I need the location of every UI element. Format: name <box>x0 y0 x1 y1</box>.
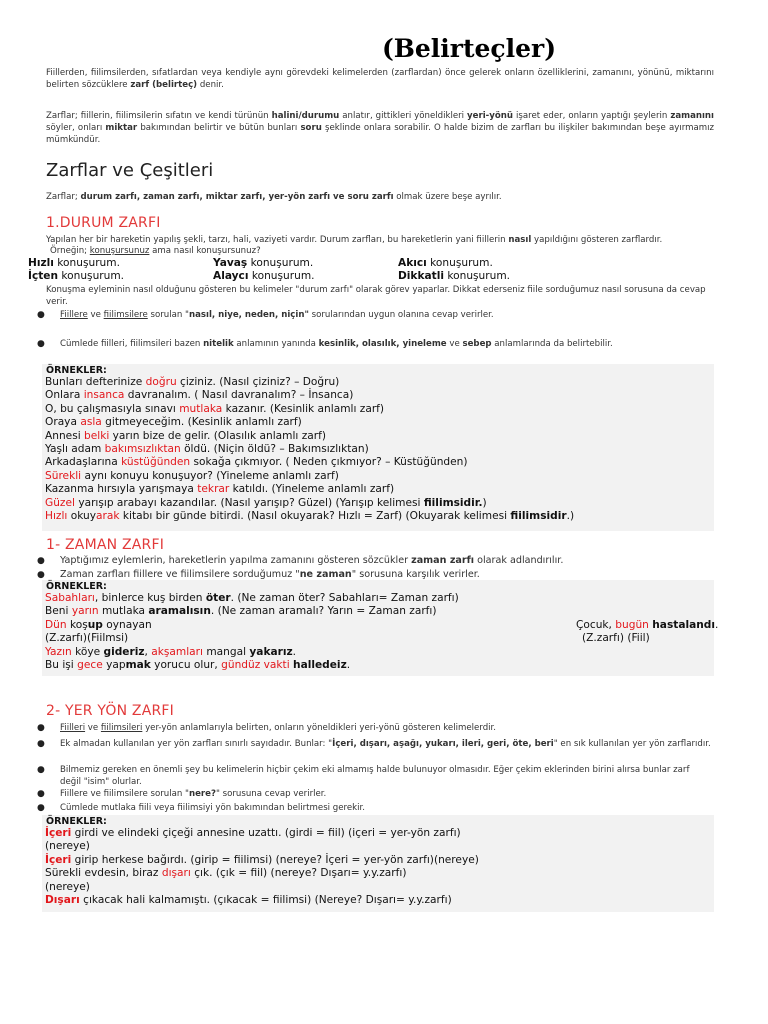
example-segment: İçeri <box>45 827 72 839</box>
example-segment: gece <box>77 659 103 672</box>
example-segment: Bu işi <box>45 659 78 672</box>
example-segment: yakarız <box>249 645 293 658</box>
zaman-bullet-2: ● Zaman zarfları fiillere ve fiilimsilere sorduğumuz "ne zaman" sorusuna karşılık verirler. <box>37 569 480 580</box>
example-segment: fiilimsidir <box>510 510 567 523</box>
example-segment: . (Ne zaman öter? Sabahları= Zaman zarfı) <box>230 592 459 604</box>
example-line <box>45 840 479 853</box>
example-line <box>45 470 574 483</box>
yer-heading: 2- YER YÖN ZARFI <box>46 703 174 719</box>
example-segment: tekrar <box>197 483 230 496</box>
example-line <box>45 659 459 672</box>
bullet-icon: ● <box>37 723 45 733</box>
section-intro: Zarflar; durum zarfı, zaman zarfı, miktar zarfı, yer-yön zarfı ve soru zarfı olmak üzere beşe ayrılır. <box>46 192 502 202</box>
yer-bullet-3: ● Bilmemiz gereken en önemli şey bu kelimelerin hiçbir çekim eki almamış halde bulunuyor olmasıdır. Eğer çekim eklerinden birini alırsa bunlar zarf değil "isim" olurlar. <box>37 765 690 787</box>
durum-grid-r1c2: Yavaş konuşurum. <box>213 257 314 269</box>
example-segment: mak <box>125 659 151 672</box>
example-segment: Hızlı <box>45 510 68 523</box>
example-segment: (nereye) <box>45 840 90 853</box>
zaman-bullet-1: ● Yaptığımız eylemlerin, hareketlerin yapılma zamanını gösteren sözcükler zaman zarfı olarak adlandırılır. <box>37 555 564 566</box>
example-segment: dışarı <box>161 867 191 880</box>
example-segment: yorucu olur, <box>150 659 222 672</box>
example-segment: küstüğünden <box>121 456 191 469</box>
example-segment: kazanır. (Kesinlik anlamlı zarf) <box>222 402 385 415</box>
example-segment: girdi ve elindeki çiçeği annesine uzattı. (girdi = fiil) (içeri = yer-yön zarfı) <box>71 827 461 839</box>
durum-grid-r1c1: Hızlı konuşurum. <box>28 257 120 269</box>
example-line <box>45 619 459 632</box>
yer-examples-list <box>45 827 479 907</box>
example-line <box>45 430 574 443</box>
example-segment: mangal <box>202 645 250 658</box>
example-line <box>45 894 479 907</box>
example-line <box>45 881 479 894</box>
example-line <box>45 456 574 469</box>
durum-heading: 1.DURUM ZARFI <box>46 215 161 231</box>
durum-examples-box <box>42 364 714 531</box>
example-segment: okuy <box>67 510 97 523</box>
yer-bullet-4: ● Fiillere ve fiilimsilere sorulan "nere?" sorusuna cevap verirler. <box>37 789 327 799</box>
example-segment: aynı konuyu konuşuyor? (Yineleme anlamlı zarf) <box>81 469 339 482</box>
example-segment: Sürekli <box>45 469 82 482</box>
example-segment: Bunları defterinize <box>45 376 146 388</box>
example-segment: Kazanma hırsıyla yarışmaya <box>45 483 198 496</box>
example-segment: akşamları <box>151 645 203 658</box>
example-segment: katıldı. (Yineleme anlamlı zarf) <box>229 483 395 496</box>
intro-paragraph-1: Fiillerden, fiilimsilerden, sıfatlardan veya kendiyle aynı görevdeki kelimelerden (zarflardan) önce gelerek onların özelliklerini, zamanını, yönünü, miktarını belirten sözcüklere zarf (belirteç) denir. <box>46 68 714 90</box>
example-segment: O, bu çalışmasıyla sınavı <box>45 402 180 415</box>
bullet-icon: ● <box>37 803 45 813</box>
example-segment: kitabı bir günde bitirdi. (Nasıl okuyarak? Hızlı = Zarf) (Okuyarak kelimesi <box>119 510 511 523</box>
example-segment: yarın <box>71 605 99 618</box>
durum-grid-r2c3: Dikkatli konuşurum. <box>398 270 511 282</box>
zaman-heading: 1- ZAMAN ZARFI <box>46 537 165 553</box>
example-segment: çık. (çık = fiil) (nereye? Dışarı= y.y.zarfı) <box>190 867 407 880</box>
example-line <box>45 497 574 510</box>
example-segment: mutlaka <box>98 605 149 618</box>
example-line <box>45 483 574 496</box>
example-segment: Annesi <box>45 429 85 442</box>
example-segment: . <box>346 659 351 672</box>
example-segment: çiziniz. (Nasıl çiziniz? – Doğru) <box>176 376 340 388</box>
example-segment: , <box>144 645 152 658</box>
example-segment: Yazın <box>45 645 72 658</box>
example-segment: Dün <box>45 618 67 631</box>
example-segment: up <box>87 618 103 631</box>
example-segment: insanca <box>83 389 125 402</box>
bullet-icon: ● <box>37 339 45 349</box>
zaman-examples-box <box>42 580 719 676</box>
example-segment: . <box>715 619 719 631</box>
example-line <box>45 443 574 456</box>
example-segment: yarın bize de gelir. (Olasılık anlamlı zarf) <box>109 429 327 442</box>
durum-examples-label: ÖRNEKLER: <box>46 365 107 376</box>
example-segment: . <box>292 645 297 658</box>
section-heading: Zarflar ve Çeşitleri <box>46 160 214 181</box>
example-segment: arak <box>96 510 120 523</box>
bullet-icon: ● <box>37 556 45 566</box>
example-segment: ) <box>482 496 487 509</box>
example-segment: belki <box>84 429 110 442</box>
durum-bullet-1: ● Fiillere ve fiilimsilere sorulan "nasıl, niye, neden, niçin" sorularından uygun olanına cevap verirler. <box>37 310 494 320</box>
yer-bullet-2: ● Ek almadan kullanılan yer yön zarfları sınırlı sayıdadır. Bunlar: "İçeri, dışarı, aşağı, yukarı, ileri, geri, öte, beri" en sık kullanılan yer yön zarflarıdır. <box>37 739 711 749</box>
example-segment: .) <box>566 510 575 523</box>
zaman-example-right-2: (Z.zarfı) (Fiil) <box>582 632 650 644</box>
zaman-example-right-1 <box>576 619 718 632</box>
example-segment: gideriz <box>103 645 145 658</box>
example-segment: Onlara <box>45 389 84 402</box>
example-segment: öldü. (Niçin öldü? – Bakımsızlıktan) <box>180 443 369 456</box>
bullet-icon: ● <box>37 765 45 775</box>
example-segment: İçeri <box>45 853 72 866</box>
example-segment: oynayan <box>102 618 152 631</box>
example-segment: Beni <box>45 605 72 618</box>
durum-bullet-2: ● Cümlede fiilleri, fiilimsileri bazen nitelik anlamının yanında kesinlik, olasılık, yineleme ve sebep anlamlarında da belirtebilir. <box>37 339 613 349</box>
example-segment: öter <box>205 592 231 604</box>
example-segment: davranalım. ( Nasıl davranalım? – İnsanca) <box>124 389 354 402</box>
example-line <box>45 632 459 645</box>
example-segment: Arkadaşlarına <box>45 456 122 469</box>
example-segment: Çocuk, <box>576 619 616 631</box>
yer-bullet-1: ● Fiilleri ve fiilimsileri yer-yön anlamlarıyla belirten, onların yöneldikleri yeri-yönü gösteren kelimelerdir. <box>37 723 497 733</box>
bullet-icon: ● <box>37 310 45 320</box>
yer-examples-box <box>42 815 714 912</box>
example-segment: Yaşlı adam <box>45 443 105 456</box>
durum-grid-r1c3: Akıcı konuşurum. <box>398 257 493 269</box>
intro-paragraph-2: Zarflar; fiillerin, fiilimsilerin sıfatın ve kendi türünün halini/durumu anlatır, gittikleri yöneldikleri yeri-yönü işaret eder, onların yaptığı şeylerin zamanını söyler, onları miktar bakımından belirtir ve bütün bunları soru şeklinde onlara sorabilir. O halde bizim de zarfları bu ilişkiler bakımından beşe ayırmamız mümkündür. <box>46 111 714 145</box>
durum-description: Yapılan her bir hareketin yapılış şekli, tarzı, hali, vaziyeti vardır. Durum zarfları, bu hareketlerin yani fiillerin nasıl yapıldığını gösteren zarflardır. <box>46 235 663 245</box>
example-segment: Sürekli evdesin, biraz <box>45 867 162 880</box>
example-segment: (Z.zarfı)(Fiilmsi) <box>45 632 129 645</box>
example-segment: sokağa çıkmıyor. ( Neden çıkmıyor? – Küstüğünden) <box>190 456 468 469</box>
example-segment: Güzel <box>45 496 75 509</box>
durum-examples-list <box>45 376 574 523</box>
example-line <box>45 605 459 618</box>
example-segment: Sabahları <box>45 592 95 604</box>
example-segment: koş <box>66 618 88 631</box>
example-segment: aramalısın <box>148 605 211 618</box>
example-line <box>45 592 459 605</box>
example-segment: asla <box>80 416 102 429</box>
example-line <box>45 854 479 867</box>
example-segment: halledeiz <box>293 659 347 672</box>
example-segment: Oraya <box>45 416 81 429</box>
example-segment: gitmeyeceğim. (Kesinlik anlamlı zarf) <box>101 416 302 429</box>
example-segment: gündüz vakti <box>221 659 290 672</box>
yer-bullet-5: ● Cümlede mutlaka fiili veya fiilimsiyi yön bakımından belirtmesi gerekir. <box>37 803 366 813</box>
example-segment: çıkacak hali kalmamıştı. (çıkacak = fiilimsi) (Nereye? Dışarı= y.y.zarfı) <box>79 894 452 907</box>
example-segment: fiilimsidir. <box>423 496 483 509</box>
durum-note: Konuşma eyleminin nasıl olduğunu gösteren bu kelimeler "durum zarfı" olarak görev yaparlar. Dikkat ederseniz fiile sorduğumuz nasıl sorusuna da cevap verir. <box>46 285 706 307</box>
example-segment: bakımsızlıktan <box>104 443 181 456</box>
example-segment: (nereye) <box>45 880 90 893</box>
page-title: (Belirteçler) <box>381 34 557 63</box>
durum-example-question: Örneğin; konuşursunuz ama nasıl konuşursunuz? <box>50 246 261 256</box>
bullet-icon: ● <box>37 739 45 749</box>
example-line <box>45 389 574 402</box>
example-line <box>45 827 479 840</box>
zaman-examples-label: ÖRNEKLER: <box>46 581 107 592</box>
bullet-icon: ● <box>37 570 45 580</box>
example-segment: hastalandı <box>652 619 716 631</box>
zaman-examples-list <box>45 592 459 672</box>
example-line <box>45 510 574 523</box>
example-segment: yap <box>102 659 126 672</box>
example-segment: Dışarı <box>45 894 80 907</box>
example-line <box>45 867 479 880</box>
example-line <box>45 646 459 659</box>
example-segment: yarışıp arabayı kazandılar. (Nasıl yarışıp? Güzel) (Yarışıp kelimesi <box>74 496 424 509</box>
example-segment: doğru <box>145 376 177 388</box>
example-line <box>45 416 574 429</box>
durum-grid-r2c2: Alaycı konuşurum. <box>213 270 315 282</box>
example-segment: köye <box>71 645 104 658</box>
example-line <box>45 403 574 416</box>
bullet-icon: ● <box>37 789 45 799</box>
example-segment: , binlerce kuş birden <box>94 592 206 604</box>
example-segment: girip herkese bağırdı. (girip = fiilimsi) (nereye? İçeri = yer-yön zarfı)(nereye) <box>71 853 479 866</box>
yer-examples-label: ÖRNEKLER: <box>46 816 107 827</box>
example-segment: . (Ne zaman aramalı? Yarın = Zaman zarfı) <box>210 605 437 618</box>
durum-grid-r2c1: İçten konuşurum. <box>28 270 125 282</box>
example-segment: mutlaka <box>179 402 223 415</box>
example-segment: bugün <box>615 619 649 631</box>
example-line <box>45 376 574 389</box>
